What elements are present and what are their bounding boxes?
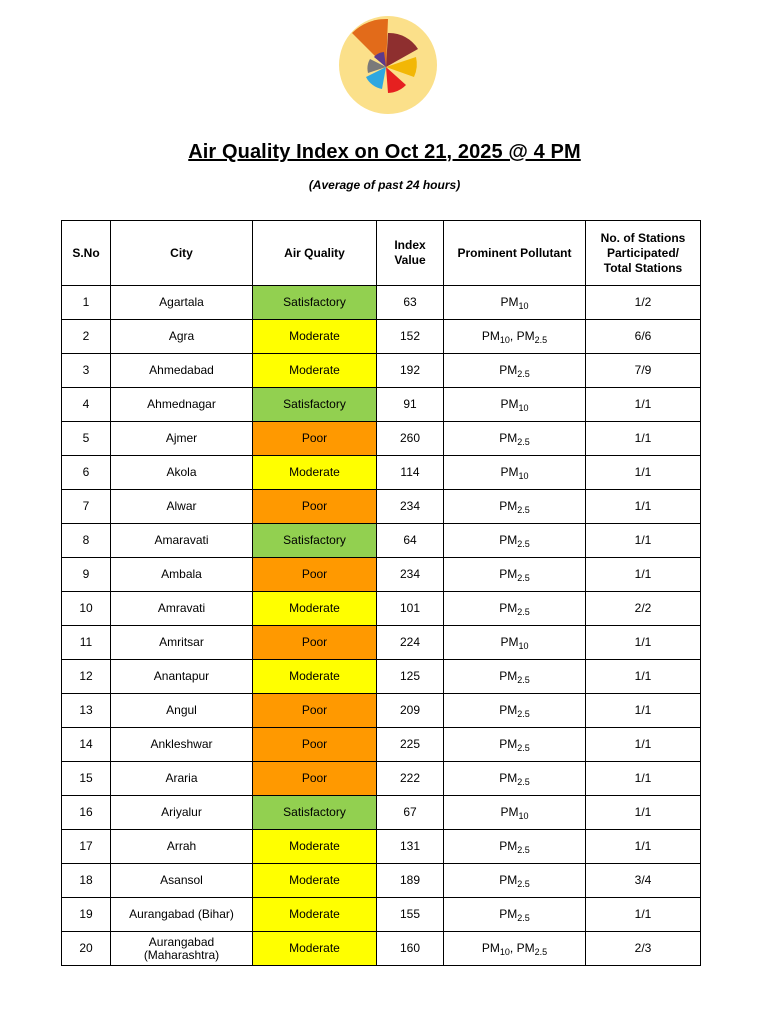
cell-index-value: 101 [377, 592, 444, 626]
cell-sno: 1 [62, 286, 111, 320]
cell-sno: 6 [62, 456, 111, 490]
cell-prominent-pollutant [444, 558, 586, 592]
pollutant-pm: $PM_{2.5}$ [499, 771, 530, 787]
cell-index-value: 222 [377, 762, 444, 796]
pollutant-pm: $PM_{2.5}$ [499, 533, 530, 549]
cell-sno: 14 [62, 728, 111, 762]
cell-stations: 1/1 [586, 456, 701, 490]
cell-index-value: 91 [377, 388, 444, 422]
cell-stations: 1/1 [586, 626, 701, 660]
pollutant-pm: $PM_{2.5}$ [499, 363, 530, 379]
pollutant-pm: $PM_{10}$ [500, 635, 529, 651]
cell-index-value: 67 [377, 796, 444, 830]
cell-air-quality: Poor [253, 422, 377, 456]
cell-air-quality: Satisfactory [253, 388, 377, 422]
pollutant-pm: $PM_{2.5}$ [499, 839, 530, 855]
pollutant-pm: $PM_{10}$ [500, 805, 529, 821]
pollutant-size: 10 [518, 403, 529, 413]
cell-stations: 1/1 [586, 830, 701, 864]
pollutant-pm: $PM_{2.5}$ [499, 873, 530, 889]
pollutant-size: 10 [518, 641, 529, 651]
table-row [62, 932, 701, 966]
header-stations: No. of Stations Participated/ Total Stations [586, 221, 701, 286]
header-index-value: Index Value [377, 221, 444, 286]
cell-city: Arrah [111, 830, 253, 864]
pollutant-size: 2.5 [517, 607, 530, 617]
cell-prominent-pollutant [444, 864, 586, 898]
pollutant-size: 2.5 [517, 845, 530, 855]
cell-stations: 1/1 [586, 660, 701, 694]
cell-air-quality: Poor [253, 490, 377, 524]
pollutant-pm: $PM_{2.5}$ [516, 329, 548, 345]
pollutant-pm: $PM_{2.5}$ [499, 601, 530, 617]
cell-index-value: 131 [377, 830, 444, 864]
cell-index-value: 63 [377, 286, 444, 320]
pollutant-pm: $PM_{10}$ [481, 941, 510, 957]
table-row [62, 490, 701, 524]
cell-city: Anantapur [111, 660, 253, 694]
table-row [62, 728, 701, 762]
pollutant-size: 2.5 [517, 539, 530, 549]
cell-city: Agra [111, 320, 253, 354]
cell-stations: 1/1 [586, 490, 701, 524]
table-row [62, 830, 701, 864]
cell-city: Ankleshwar [111, 728, 253, 762]
pollutant-size: 2.5 [517, 573, 530, 583]
table-row [62, 422, 701, 456]
cell-air-quality: Poor [253, 626, 377, 660]
header-sno: S.No [62, 221, 111, 286]
pollutant-size: 10 [499, 947, 510, 957]
cell-index-value: 114 [377, 456, 444, 490]
header-city: City [111, 221, 253, 286]
table-row [62, 660, 701, 694]
table-row [62, 388, 701, 422]
pollutant-separator: , [509, 329, 517, 343]
page-title: Air Quality Index on Oct 21, 2025 @ 4 PM [188, 141, 581, 163]
cell-air-quality: Poor [253, 728, 377, 762]
cell-prominent-pollutant [444, 354, 586, 388]
table-header-row [62, 221, 701, 286]
cell-index-value: 260 [377, 422, 444, 456]
cell-city: Asansol [111, 864, 253, 898]
cell-prominent-pollutant [444, 728, 586, 762]
cell-sno: 11 [62, 626, 111, 660]
cell-index-value: 64 [377, 524, 444, 558]
cell-sno: 18 [62, 864, 111, 898]
aqi-table-body [62, 286, 701, 966]
table-row [62, 320, 701, 354]
cell-index-value: 155 [377, 898, 444, 932]
pollutant-pm: $PM_{10}$ [500, 465, 529, 481]
aqi-table [61, 220, 701, 966]
cell-prominent-pollutant [444, 422, 586, 456]
cell-prominent-pollutant [444, 830, 586, 864]
cell-index-value: 224 [377, 626, 444, 660]
aqi-logo-icon [338, 15, 438, 115]
cell-sno: 15 [62, 762, 111, 796]
cell-air-quality: Moderate [253, 932, 377, 966]
cell-prominent-pollutant [444, 660, 586, 694]
cell-city: Aurangabad (Bihar) [111, 898, 253, 932]
cell-stations: 6/6 [586, 320, 701, 354]
pollutant-pm: $PM_{2.5}$ [499, 703, 530, 719]
cell-city: Araria [111, 762, 253, 796]
cell-city: Agartala [111, 286, 253, 320]
cell-city: Ambala [111, 558, 253, 592]
pollutant-size: 2.5 [517, 709, 530, 719]
page-subtitle: (Average of past 24 hours) [308, 178, 461, 192]
pollutant-pm: $PM_{2.5}$ [499, 431, 530, 447]
cell-stations: 7/9 [586, 354, 701, 388]
cell-prominent-pollutant [444, 456, 586, 490]
table-row [62, 898, 701, 932]
table-row [62, 626, 701, 660]
cell-city: Ariyalur [111, 796, 253, 830]
cell-stations: 1/1 [586, 762, 701, 796]
cell-air-quality: Moderate [253, 592, 377, 626]
cell-city: Ajmer [111, 422, 253, 456]
cell-city: Aurangabad (Maharashtra) [111, 932, 253, 966]
cell-stations: 1/2 [586, 286, 701, 320]
cell-city: Ahmednagar [111, 388, 253, 422]
cell-stations: 1/1 [586, 388, 701, 422]
table-row [62, 762, 701, 796]
cell-air-quality: Moderate [253, 320, 377, 354]
pollutant-size: 10 [518, 301, 529, 311]
pollutant-size: 2.5 [517, 777, 530, 787]
cell-prominent-pollutant [444, 592, 586, 626]
cell-stations: 1/1 [586, 422, 701, 456]
pollutant-separator: , [509, 941, 517, 955]
cell-prominent-pollutant [444, 286, 586, 320]
pollutant-size: 10 [518, 811, 529, 821]
cell-air-quality: Moderate [253, 354, 377, 388]
cell-sno: 12 [62, 660, 111, 694]
cell-prominent-pollutant [444, 490, 586, 524]
cell-stations: 1/1 [586, 728, 701, 762]
cell-sno: 9 [62, 558, 111, 592]
pollutant-size: 2.5 [517, 437, 530, 447]
cell-prominent-pollutant [444, 762, 586, 796]
cell-sno: 17 [62, 830, 111, 864]
cell-city: Alwar [111, 490, 253, 524]
cell-city: Ahmedabad [111, 354, 253, 388]
cell-stations: 1/1 [586, 524, 701, 558]
pollutant-pm: $PM_{2.5}$ [499, 737, 530, 753]
table-row [62, 864, 701, 898]
pollutant-size: 2.5 [517, 675, 530, 685]
pollutant-pm: $PM_{10}$ [500, 295, 529, 311]
cell-index-value: 160 [377, 932, 444, 966]
cell-air-quality: Moderate [253, 660, 377, 694]
cell-prominent-pollutant [444, 694, 586, 728]
header-air-quality: Air Quality [253, 221, 377, 286]
pollutant-pm: $PM_{2.5}$ [499, 499, 530, 515]
cell-sno: 2 [62, 320, 111, 354]
table-row [62, 694, 701, 728]
cell-index-value: 234 [377, 490, 444, 524]
cell-air-quality: Satisfactory [253, 796, 377, 830]
cell-sno: 7 [62, 490, 111, 524]
cell-prominent-pollutant [444, 320, 586, 354]
cell-index-value: 189 [377, 864, 444, 898]
cell-sno: 5 [62, 422, 111, 456]
cell-index-value: 225 [377, 728, 444, 762]
cell-index-value: 152 [377, 320, 444, 354]
pollutant-size: 2.5 [534, 947, 548, 957]
cell-stations: 3/4 [586, 864, 701, 898]
cell-sno: 3 [62, 354, 111, 388]
pollutant-size: 2.5 [517, 913, 530, 923]
pollutant-pm: $PM_{10}$ [500, 397, 529, 413]
cell-prominent-pollutant [444, 626, 586, 660]
cell-index-value: 209 [377, 694, 444, 728]
cell-sno: 19 [62, 898, 111, 932]
pollutant-pm: $PM_{2.5}$ [499, 907, 530, 923]
pollutant-size: 2.5 [517, 369, 530, 379]
cell-stations: 2/3 [586, 932, 701, 966]
table-row [62, 524, 701, 558]
pollutant-size: 2.5 [517, 505, 530, 515]
cell-city: Angul [111, 694, 253, 728]
cell-city: Amravati [111, 592, 253, 626]
cell-prominent-pollutant [444, 524, 586, 558]
cell-air-quality: Satisfactory [253, 286, 377, 320]
cell-sno: 10 [62, 592, 111, 626]
cell-sno: 13 [62, 694, 111, 728]
pollutant-pm: $PM_{2.5}$ [516, 941, 548, 957]
cell-sno: 16 [62, 796, 111, 830]
cell-stations: 1/1 [586, 558, 701, 592]
table-row [62, 286, 701, 320]
cell-prominent-pollutant [444, 932, 586, 966]
pollutant-size: 2.5 [517, 879, 530, 889]
cell-stations: 2/2 [586, 592, 701, 626]
pollutant-size: 10 [518, 471, 529, 481]
cell-air-quality: Moderate [253, 456, 377, 490]
pollutant-pm: $PM_{10}$ [481, 329, 510, 345]
pollutant-size: 10 [499, 335, 510, 345]
pollutant-pm: $PM_{2.5}$ [499, 669, 530, 685]
cell-sno: 8 [62, 524, 111, 558]
cell-city: Amritsar [111, 626, 253, 660]
cell-index-value: 192 [377, 354, 444, 388]
cell-air-quality: Satisfactory [253, 524, 377, 558]
cell-air-quality: Poor [253, 762, 377, 796]
cell-stations: 1/1 [586, 898, 701, 932]
cell-prominent-pollutant [444, 796, 586, 830]
cell-sno: 20 [62, 932, 111, 966]
cell-stations: 1/1 [586, 694, 701, 728]
cell-city: Akola [111, 456, 253, 490]
cell-index-value: 234 [377, 558, 444, 592]
cell-air-quality: Moderate [253, 864, 377, 898]
table-row [62, 796, 701, 830]
pollutant-size: 2.5 [517, 743, 530, 753]
cell-air-quality: Poor [253, 694, 377, 728]
cell-stations: 1/1 [586, 796, 701, 830]
table-row [62, 558, 701, 592]
pollutant-size: 2.5 [534, 335, 548, 345]
table-row [62, 354, 701, 388]
pollutant-pm: $PM_{2.5}$ [499, 567, 530, 583]
cell-air-quality: Moderate [253, 830, 377, 864]
cell-prominent-pollutant [444, 898, 586, 932]
cell-air-quality: Poor [253, 558, 377, 592]
cell-index-value: 125 [377, 660, 444, 694]
header-prominent-pollutant: Prominent Pollutant [444, 221, 586, 286]
table-row [62, 592, 701, 626]
cell-sno: 4 [62, 388, 111, 422]
cell-city: Amaravati [111, 524, 253, 558]
cell-air-quality: Moderate [253, 898, 377, 932]
table-row [62, 456, 701, 490]
cell-prominent-pollutant [444, 388, 586, 422]
